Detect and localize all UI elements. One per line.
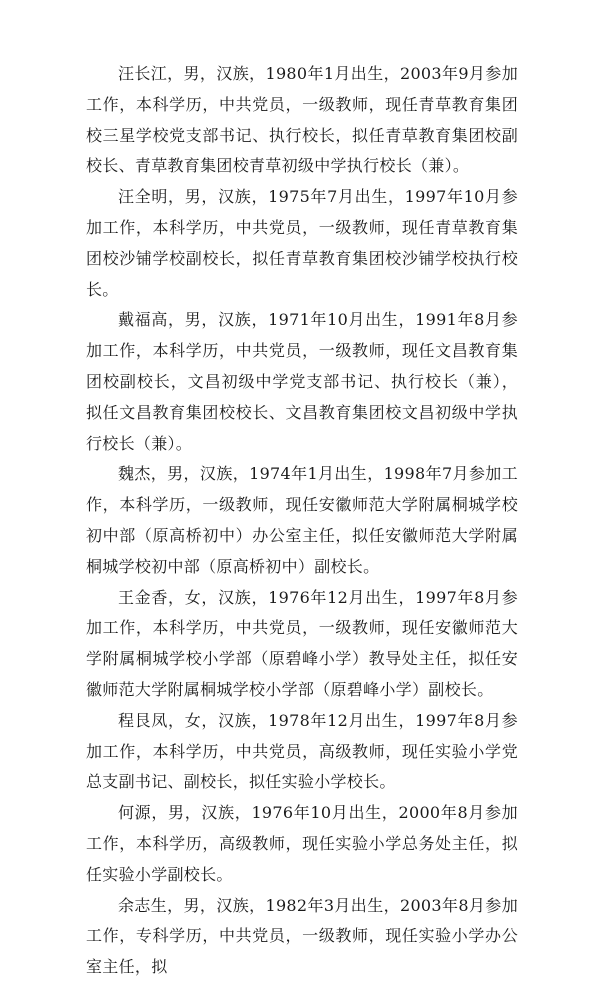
paragraph-he-yuan: 何源，男，汉族，1976年10月出生，2000年8月参加工作，本科学历，高级教师，现任实验小学总务处主任，拟任实验小学副校长。 [86, 803, 518, 884]
document-body [86, 59, 518, 983]
paragraph-wang-changjiang: 汪长江，男，汉族，1980年1月出生，2003年9月参加工作，本科学历，中共党员，一级教师，现任青草教育集团校三星学校党支部书记、执行校长，拟任青草教育集团校副校长、青草教育集团校青草初级中学执行校长（兼）。 [86, 64, 518, 176]
paragraph-cheng-genfeng: 程艮凤，女，汉族，1978年12月出生，1997年8月参加工作，本科学历，中共党员，高级教师，现任实验小学党总支副书记、副校长，拟任实验小学校长。 [86, 710, 518, 792]
paragraph-dai-fugao: 戴福高，男，汉族，1971年10月出生，1991年8月参加工作，本科学历，中共党员，一级教师，现任文昌教育集团校副校长，文昌初级中学党支部书记、执行校长（兼），拟任文昌教育集团校校长、文昌教育集团校文昌初级中学执行校长（兼）。 [86, 310, 518, 453]
paragraph-wei-jie: 魏杰，男，汉族，1974年1月出生，1998年7月参加工作，本科学历，一级教师，现任安徽师范大学附属桐城学校初中部（原高桥初中）办公室主任，拟任安徽师范大学附属桐城学校初中部（原高桥初中）副校长。 [86, 464, 518, 576]
paragraph-yu-zhisheng: 余志生，男，汉族，1982年3月出生，2003年8月参加工作，专科学历，中共党员，一级教师，现任实验小学办公室主任，拟 [86, 895, 518, 977]
paragraph-wang-jinxiang: 王金香，女，汉族，1976年12月出生，1997年8月参加工作，本科学历，中共党员，一级教师，现任安徽师范大学附属桐城学校小学部（原碧峰小学）教导处主任，拟任安徽师范大学附属桐城学校小学部（原碧峰小学）副校长。 [86, 587, 518, 699]
paragraph-wang-quanming: 汪全明，男，汉族，1975年7月出生，1997年10月参加工作，本科学历，中共党员，一级教师，现任青草教育集团校沙铺学校副校长，拟任青草教育集团校沙铺学校执行校长。 [86, 187, 518, 299]
